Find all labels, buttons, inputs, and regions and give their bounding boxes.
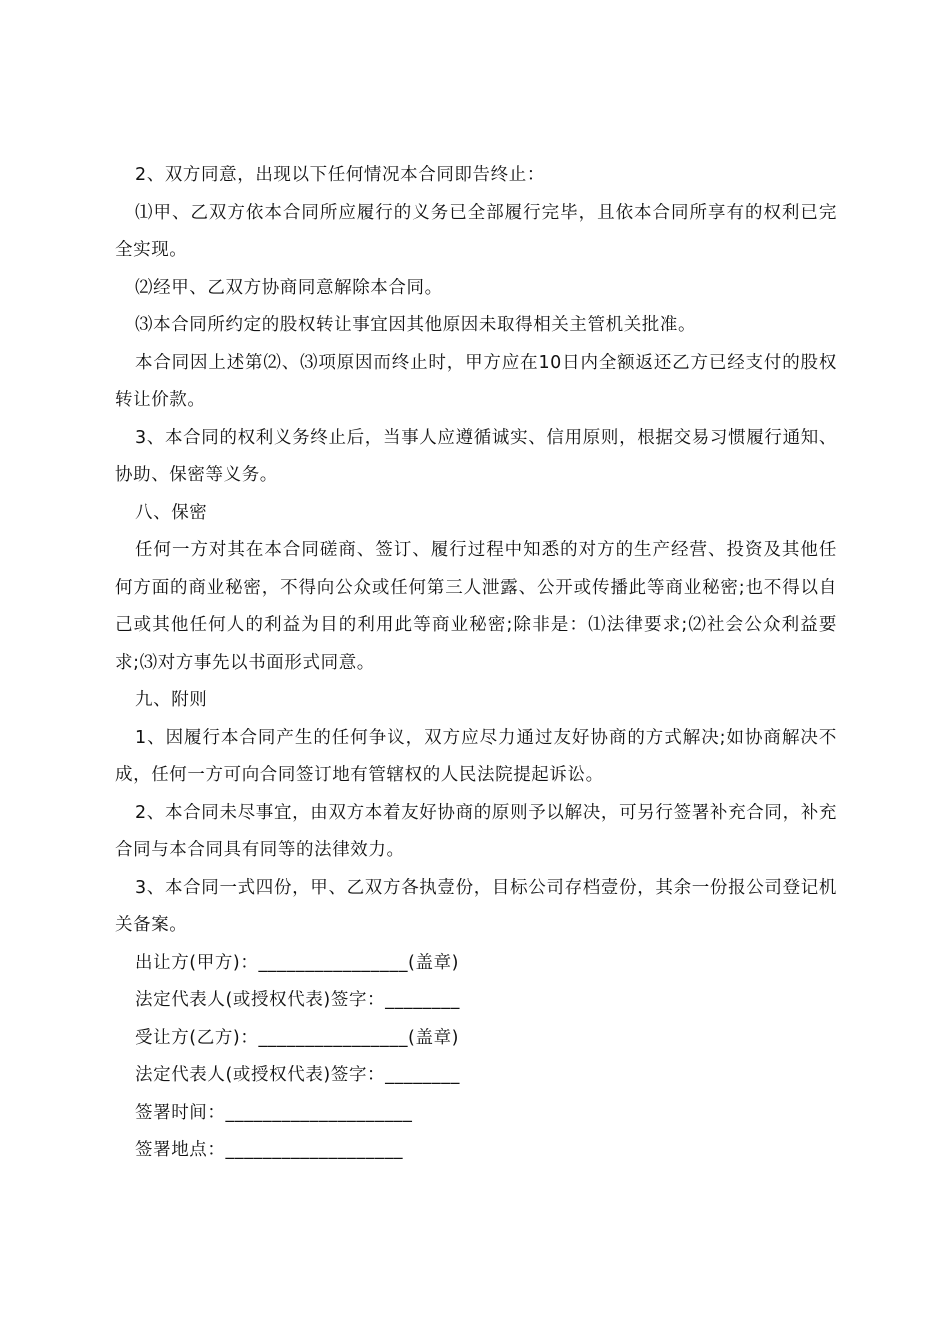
- confidentiality-clause: 任何一方对其在本合同磋商、签订、履行过程中知悉的对方的生产经营、投资及其他任何方面的商业秘密，不得向公众或任何第三人泄露、公开或传播此等商业秘密;也不得以自己或其他任何人的利益为目的利用此等商业秘密;除非是：⑴法律要求;⑵社会公众利益要求;⑶对方事先以书面形式同意。: [115, 540, 837, 673]
- signature-transferee: 受让方(乙方)：________________(盖章): [135, 1027, 460, 1048]
- termination-refund-clause: 本合同因上述第⑵、⑶项原因而终止时，甲方应在10日内全额返还乙方已经支付的股权转让价款。: [115, 352, 837, 410]
- post-termination-obligations: 3、本合同的权利义务终止后，当事人应遵循诚实、信用原则，根据交易习惯履行通知、协助、保密等义务。: [115, 427, 837, 485]
- dispute-resolution-clause: 1、因履行本合同产生的任何争议，双方应尽力通过友好协商的方式解决;如协商解决不成，任何一方可向合同签订地有管辖权的人民法院提起诉讼。: [115, 727, 837, 785]
- section-heading-supplementary: 九、附则: [135, 690, 208, 710]
- clause-termination-conditions: 2、双方同意，出现以下任何情况本合同即告终止：: [135, 165, 545, 185]
- signature-transferee-representative: 法定代表人(或授权代表)签字：________: [135, 1065, 460, 1085]
- supplementary-contract-clause: 2、本合同未尽事宜，由双方本着友好协商的原则予以解决，可另行签署补充合同，补充合同与本合同具有同等的法律效力。: [115, 802, 837, 860]
- termination-item-2: ⑵经甲、乙双方协商同意解除本合同。: [135, 277, 443, 298]
- signature-transferor: 出让方(甲方)：________________(盖章): [135, 952, 460, 973]
- signing-place-line: 签署地点：___________________: [135, 1140, 404, 1160]
- signing-date-line: 签署时间：____________________: [135, 1102, 413, 1123]
- signature-transferor-representative: 法定代表人(或授权代表)签字：________: [135, 990, 460, 1010]
- termination-item-1: ⑴甲、乙双方依本合同所应履行的义务已全部履行完毕，且依本合同所享有的权利已完全实现。: [115, 202, 837, 260]
- copies-clause: 3、本合同一式四份，甲、乙双方各执壹份，目标公司存档壹份，其余一份报公司登记机关备案。: [115, 877, 837, 935]
- section-heading-confidentiality: 八、保密: [135, 502, 208, 523]
- termination-item-3: ⑶本合同所约定的股权转让事宜因其他原因未取得相关主管机关批准。: [135, 315, 697, 335]
- document-body: [115, 157, 837, 1170]
